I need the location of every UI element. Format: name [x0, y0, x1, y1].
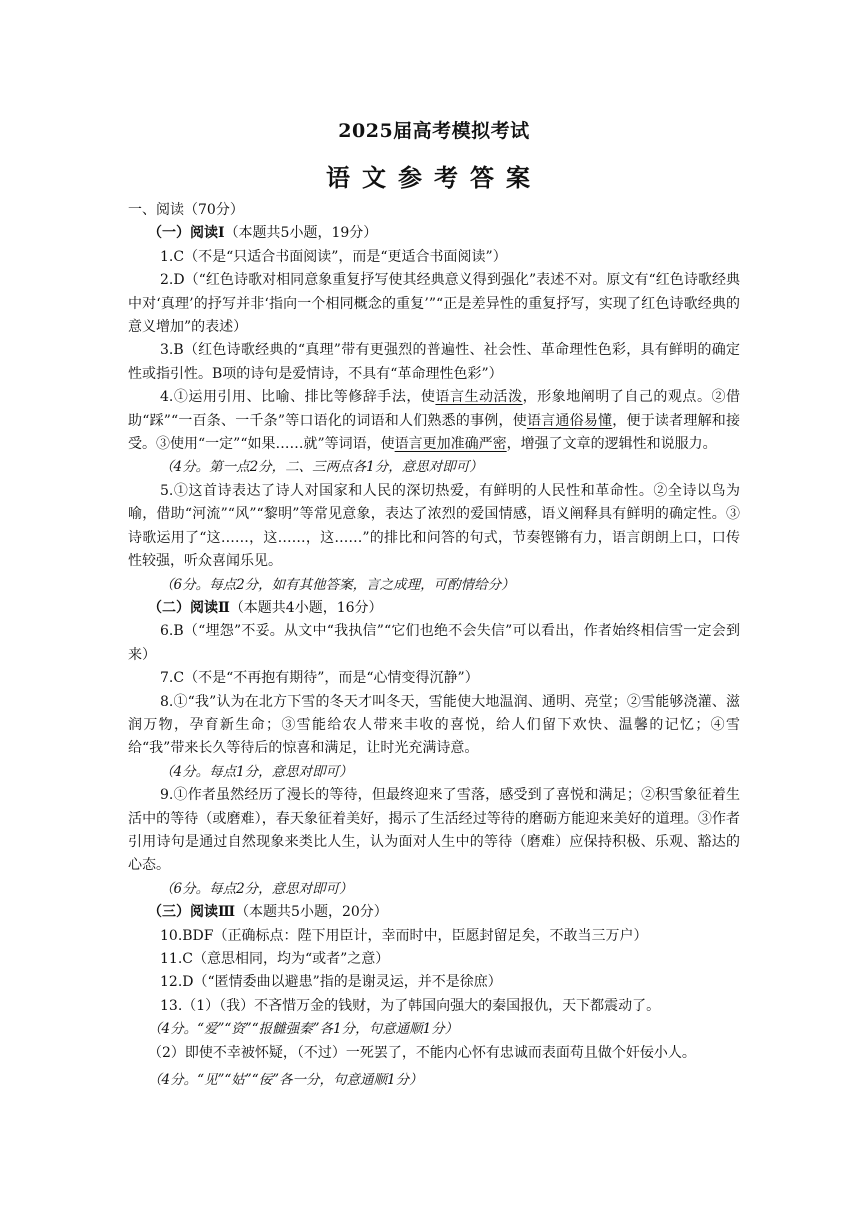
exam-title: 2025届高考模拟考试	[338, 120, 530, 142]
answer-4-underline-3: 语言更加准确严密	[394, 436, 507, 453]
part-heading-1	[128, 222, 740, 245]
score-note-8: （4分。每点1分，意思对即可）	[160, 763, 353, 780]
part-heading-2	[128, 597, 740, 620]
answer-5: 5.①这首诗表达了诗人对国家和人民的深切热爱，有鲜明的人民性和革命性。②全诗以鸟为喻，借助“河流”“风”“黎明”等常见意象，表达了浓烈的爱国情感，语义阐释具有鲜明的确定性。③诗歌运用了“这……，这……，这……”的排比和问答的句式，节奏铿锵有力，语言朗朗上口，口传性较强，听众喜闻乐见。	[128, 482, 740, 570]
answer-4-text-4: ，增强了文章的逻辑性和说服力。	[506, 436, 717, 453]
answer-9: 9.①作者虽然经历了漫长的等待，但最终迎来了雪落，感受到了喜悦和满足；②积雪象征着生活中的等待（或磨难），春天象征着美好，揭示了生活经过等待的磨砺方能迎来美好的道理。③作者引用诗句是通过自然现象来类比人生，认为面对人生中的等待（磨难）应保持积极、乐观、豁达的心态。	[128, 787, 740, 874]
answer-1: 1.C（不是“只适合书面阅读”，而是“更适合书面阅读”）	[160, 248, 507, 265]
score-note-13-2: （4分。“见”“姑”“佞”各一分，句意通顺1分）	[148, 1072, 423, 1089]
answer-10: 10.BDF（正确标点：陛下用臣计，幸而时中，臣愿封留足矣，不敢当三万户）	[160, 927, 648, 944]
part-info: （本题共5小题，20分）	[235, 904, 388, 921]
answer-4-underline-2: 语言通俗易懂	[526, 412, 613, 429]
score-note-9: （6分。每点2分，意思对即可）	[160, 880, 353, 897]
answer-4-text-2: ，形象地阐明了自己的观点。②借助“踩”“一百条、一千条”等口语化的词语和人们熟悉的事例，使	[128, 389, 741, 429]
part-info: （本题共5小题，19分）	[224, 225, 378, 242]
answer-2: 2.D（“红色诗歌对相同意象重复抒写使其经典意义得到强化”表述不对。原文有“红色诗歌经典中对‘真理’的抒写并非‘指向一个相同概念的重复’”“正是差异性的重复抒写，实现了红色诗歌经典的意义增加”的表述）	[128, 272, 740, 336]
part-info: （本题共4小题，16分）	[229, 599, 383, 616]
score-note-5: （6分。每点2分，如有其他答案，言之成理，可酌情给分）	[160, 576, 515, 593]
answer-13-1: 13.（1）（我）不吝惜万金的钱财，为了韩国向强大的秦国报仇，天下都震动了。	[160, 997, 661, 1014]
answer-content	[128, 199, 740, 1092]
answer-4-text-3: ，便于读者理解和接受。③使用“一定”“如果……就”等词语，使	[128, 412, 741, 453]
score-note-4: （4分。第一点2分，二、三两点各1分，意思对即可）	[160, 459, 483, 476]
score-note-13-1: （4分。“爱”“资”“报雠强秦”各1分，句意通顺1分）	[148, 1021, 459, 1038]
answer-4	[128, 386, 740, 456]
answer-7: 7.C（不是“不再抱有期待”，而是“心情变得沉静”）	[160, 670, 479, 687]
answer-key-title: 语文参考答案	[326, 163, 542, 192]
answer-4-underline-1: 语言生动活泼	[435, 389, 523, 406]
answer-6: 6.B（“埋怨”不妥。从文中“我执信”“它们也绝不会失信”可以看出，作者始终相信雪一定会到来）	[128, 623, 740, 663]
answer-12: 12.D（“匿情委曲以避患”指的是谢灵运，并不是徐庶）	[160, 974, 502, 991]
part-heading-3	[128, 901, 740, 924]
answer-8: 8.①“我”认为在北方下雪的冬天才叫冬天，雪能使大地温润、通明、亮堂；②雪能够浇灌、滋润万物，孕育新生命；③雪能给农人带来丰收的喜悦，给人们留下欢快、温馨的记忆；④雪给“我”带来长久等待后的惊喜和满足，让时光充满诗意。	[128, 693, 740, 757]
answer-4-text-1: 4.①运用引用、比喻、排比等修辞手法，使	[160, 389, 436, 406]
answer-13-2: （2）即使不幸被怀疑，（不过）一死罢了，不能内心怀有忠诚而表面苟且做个奸佞小人。	[148, 1044, 696, 1061]
answer-3: 3.B（红色诗歌经典的“真理”带有更强烈的普遍性、社会性、革命理性色彩，具有鲜明的确定性或指引性。B项的诗句是爱情诗，不具有“革命理性色彩”）	[128, 342, 740, 382]
section-heading: 一、阅读（70分）	[128, 202, 244, 218]
part-name: （三）阅读Ⅲ	[148, 904, 236, 921]
part-name: （一）阅读Ⅰ	[148, 225, 225, 242]
answer-11: 11.C（意思相同，均为“或者”之意）	[160, 951, 390, 967]
part-name: （二）阅读Ⅱ	[148, 599, 230, 616]
